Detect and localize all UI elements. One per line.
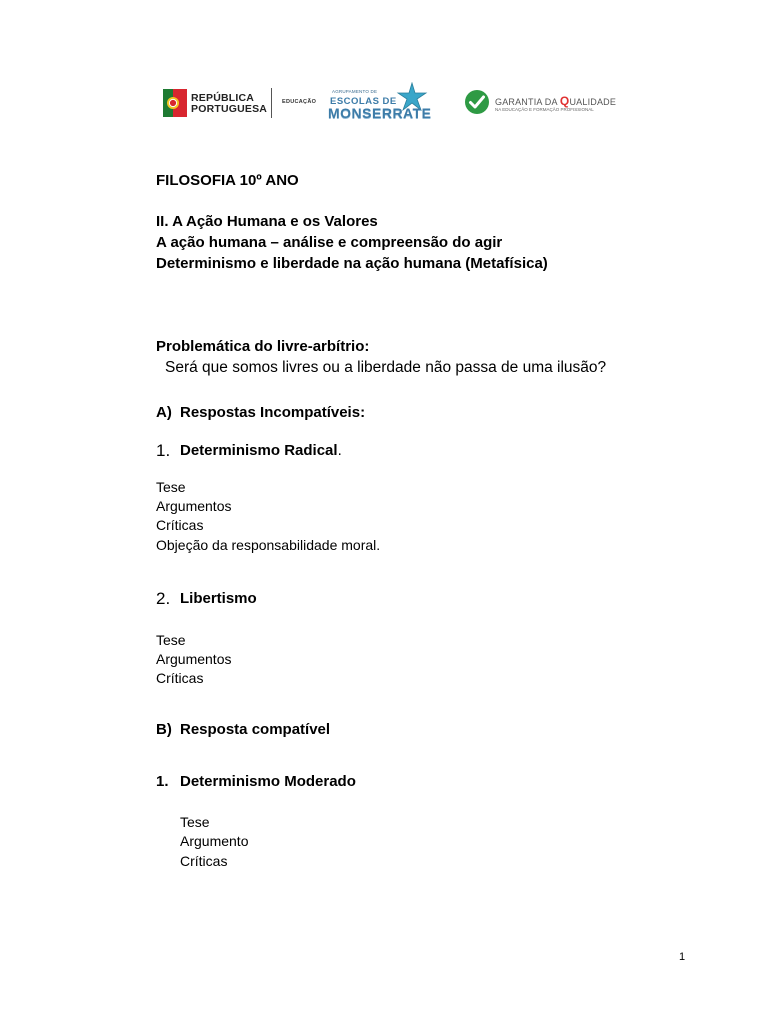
subsection-heading: A ação humana – análise e compreensão do agir [156,234,503,251]
problem-heading: Problemática do livre-arbítrio: [156,338,370,355]
problem-question: Será que somos livres ou a liberdade não passa de uma ilusão? [165,359,607,376]
educacao-label: EDUCAÇÃO [282,99,317,105]
republica-portuguesa-logo [163,86,317,120]
escolas-big-text: MONSERRATE [328,105,432,121]
list-item: Argumento [180,833,249,849]
list-item: Tese [180,814,210,830]
list-item: Objeção da responsabilidade moral. [156,537,381,553]
topic-heading: Determinismo e liberdade na ação humana (Metafísica) [156,255,548,272]
page-number: 1 [679,951,686,963]
list-item: Críticas [156,670,204,686]
garantia-q: Q [559,94,570,108]
list-item: Tese [156,632,186,648]
item-a2-title: Libertismo [180,590,257,607]
escolas-mid-text: ESCOLAS DE [330,96,397,107]
item-a1-title: Determinismo Radical [180,442,338,459]
item-a2-marker: 2. [156,589,171,608]
garantia-subtitle: NA EDUCAÇÃO E FORMAÇÃO PROFISSIONAL [495,107,594,112]
part-b-title: Resposta compatível [180,721,331,738]
list-item: Argumentos [156,651,232,667]
item-a1-heading [180,442,342,459]
garantia-qualidade-logo [464,88,617,118]
republica-line2: PORTUGUESA [191,103,268,115]
list-item: Argumentos [156,498,232,514]
garantia-post: UALIDADE [569,97,617,107]
escolas-small-text: AGRUPAMENTO DE [332,89,378,94]
part-b-marker: B) [156,721,172,738]
item-a1-trailing: . [337,442,342,459]
list-item: Críticas [180,853,228,869]
list-item: Críticas [156,517,204,533]
item-b1-title: Determinismo Moderado [180,773,356,790]
republica-line1: REPÚBLICA [191,92,255,104]
part-a-marker: A) [156,404,172,421]
item-b1-marker: 1. [156,773,169,790]
portugal-flag-icon [163,89,187,117]
escolas-monserrate-logo [326,82,446,126]
check-circle-icon [464,89,490,115]
item-a1-marker: 1. [156,441,171,460]
list-item: Tese [156,479,186,495]
garantia-pre: GARANTIA DA [495,97,560,107]
logo-divider [271,88,272,118]
doc-title: FILOSOFIA 10º ANO [156,172,299,189]
section-heading: II. A Ação Humana e os Valores [156,213,378,230]
part-a-title: Respostas Incompatíveis: [180,404,366,421]
garantia-title [495,94,616,108]
